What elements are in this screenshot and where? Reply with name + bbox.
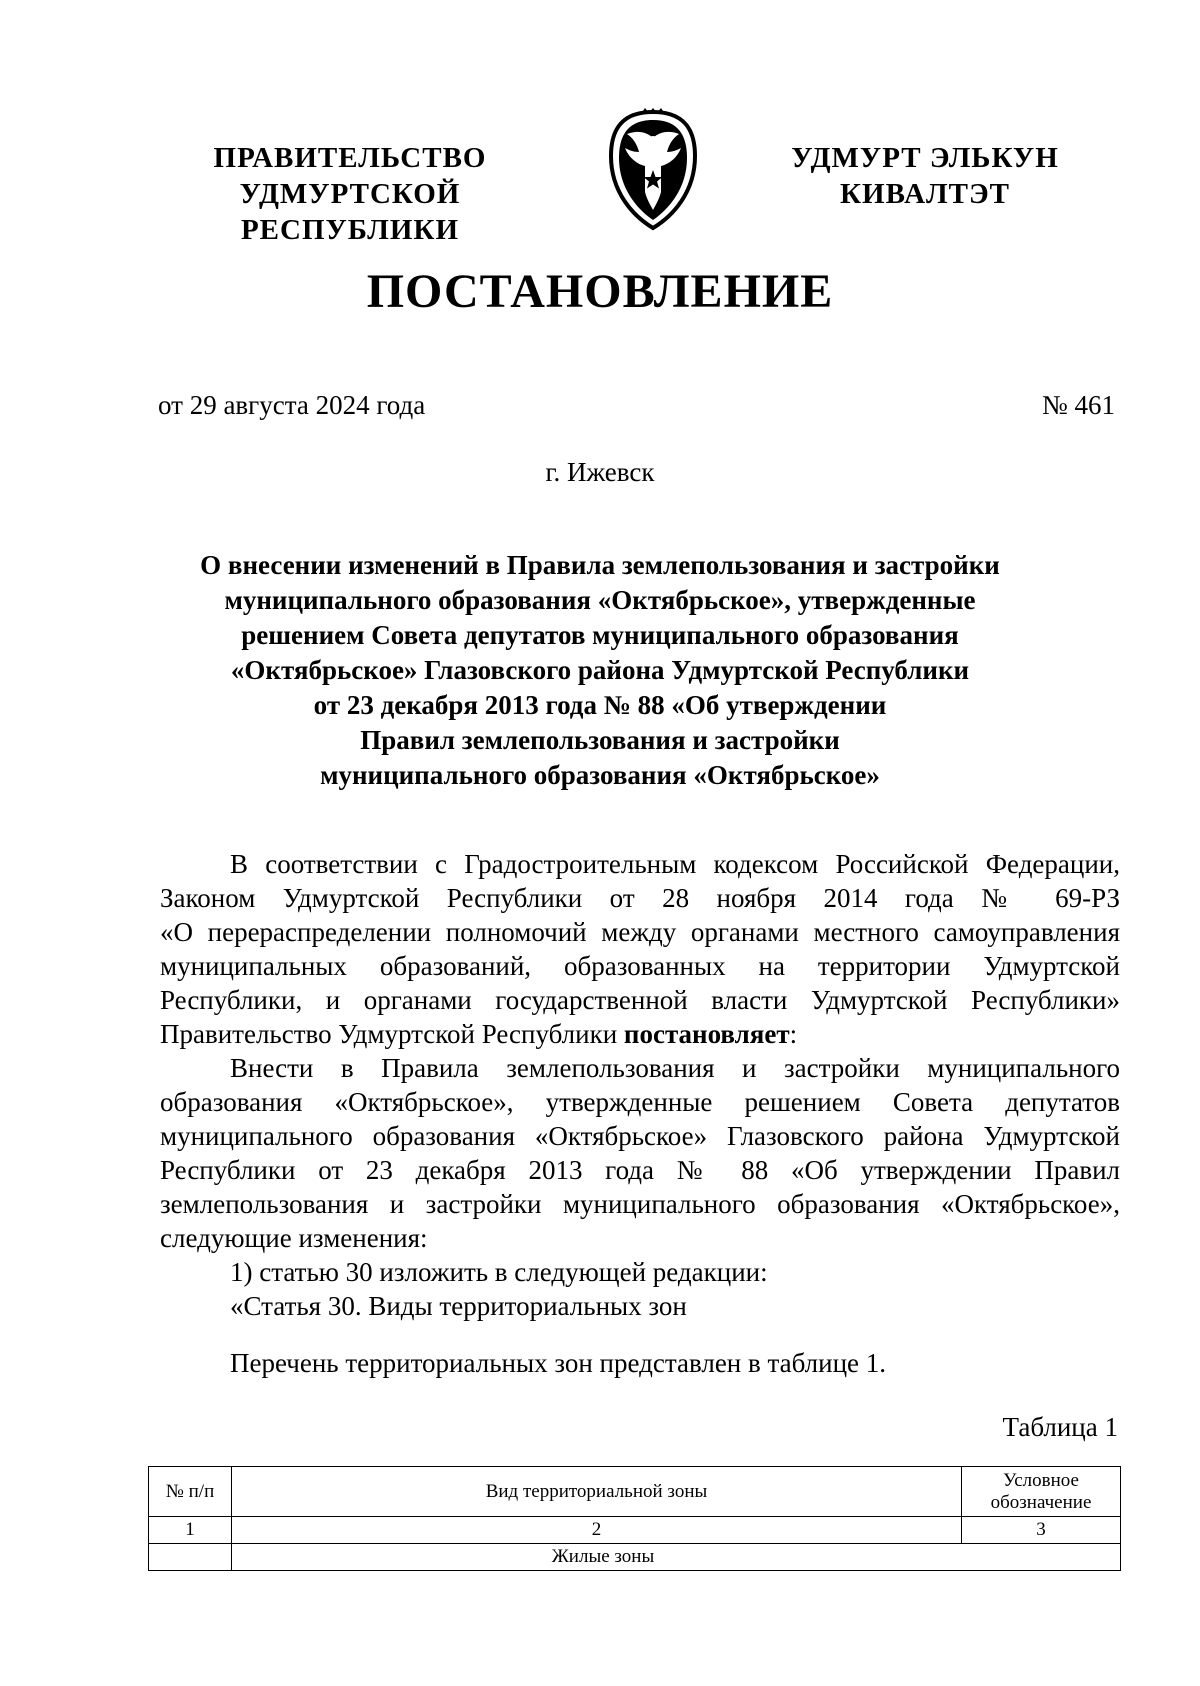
header-designation: Условное обозначение — [990, 1469, 1092, 1513]
body-line: Республики от 23 декабря 2013 года № 88 «Об утверждении Правил — [160, 1155, 1120, 1185]
header-left-line2: УДМУРТСКОЙ РЕСПУБЛИКИ — [239, 178, 461, 246]
document-type: ПОСТАНОВЛЕНИЕ — [366, 265, 834, 318]
body-line: муниципальных образований, образованных на территории Удмуртской — [160, 951, 1120, 981]
paragraph-legal-basis — [160, 847, 1120, 1051]
resolve-word: постановляет — [623, 1019, 790, 1049]
body-line: Внести в Правила землепользования и застройки муниципального — [230, 1053, 1120, 1083]
document-body — [160, 847, 1120, 1323]
table-cell: 1 — [149, 1517, 232, 1544]
body-line — [160, 1017, 1120, 1051]
body-line: Республики, и органами государственной власти Удмуртской Республики» — [160, 985, 1120, 1015]
document-number: № 461 — [1041, 390, 1115, 420]
title-line: муниципального образования «Октябрьское» — [320, 760, 880, 790]
udmurt-coat-of-arms-icon — [603, 108, 703, 232]
body-line: В соответствии с Градостроительным кодексом Российской Федерации, — [230, 849, 1120, 879]
document-city: г. Ижевск — [545, 457, 655, 487]
table-cell — [149, 1544, 232, 1571]
body-line: Законом Удмуртской Республики от 28 ноября 2014 года № 69-РЗ — [160, 883, 1120, 913]
header-left — [130, 140, 570, 248]
title-line: «Октябрьское» Глазовского района Удмуртской Республики — [230, 655, 970, 685]
table-row — [149, 1517, 1121, 1544]
article-title — [160, 1289, 1120, 1323]
title-line: Правил землепользования и застройки — [360, 725, 840, 755]
header-left-line1: ПРАВИТЕЛЬСТВО — [213, 142, 487, 174]
table-header-cell — [962, 1467, 1121, 1517]
header-right-line1: УДМУРТ ЭЛЬКУН — [791, 142, 1059, 174]
document-date: от 29 августа 2024 года — [158, 390, 426, 420]
body-line: муниципального образования «Октябрьское» Глазовского района Удмуртской — [160, 1121, 1120, 1151]
list-intro: Перечень территориальных зон представлен в таблице 1. — [230, 1348, 887, 1378]
table-caption: Таблица 1 — [1002, 1412, 1118, 1442]
body-line: 1) статью 30 изложить в следующей редакции: — [230, 1257, 768, 1287]
title-line: решением Совета депутатов муниципального образования — [241, 620, 959, 650]
item-1 — [160, 1255, 1120, 1289]
table-header-row — [149, 1467, 1121, 1517]
body-line: следующие изменения: — [160, 1223, 428, 1253]
body-line: «О перераспределении полномочий между органами местного самоуправления — [160, 917, 1120, 947]
table-cell: 3 — [962, 1517, 1121, 1544]
body-text: : — [789, 1019, 798, 1049]
table-header-cell — [232, 1467, 962, 1517]
header-right — [770, 140, 1080, 212]
title-line: О внесении изменений в Правила землепользования и застройки — [200, 550, 1000, 580]
zones-table — [148, 1466, 1121, 1571]
title-line: муниципального образования «Октябрьское», утвержденные — [224, 585, 976, 615]
document-title — [150, 548, 1050, 793]
table-section-cell: Жилые зоны — [232, 1544, 1121, 1571]
body-line: образования «Октябрьское», утвержденные решением Совета депутатов — [160, 1087, 1120, 1117]
body-text: Правительство Удмуртской Республики — [160, 1019, 624, 1049]
table-header-cell — [149, 1467, 232, 1517]
table-cell: 2 — [232, 1517, 962, 1544]
title-line: от 23 декабря 2013 года № 88 «Об утверждении — [313, 690, 887, 720]
body-line: «Статья 30. Виды территориальных зон — [230, 1291, 687, 1321]
header-zone-type: Вид территориальной зоны — [485, 1480, 708, 1502]
paragraph-amendment — [160, 1051, 1120, 1255]
header-right-line2: КИВАЛТЭТ — [839, 178, 1010, 210]
table-section-row — [149, 1544, 1121, 1571]
header-number: № п/п — [165, 1480, 215, 1502]
body-line: землепользования и застройки муниципального образования «Октябрьское», — [160, 1189, 1120, 1219]
